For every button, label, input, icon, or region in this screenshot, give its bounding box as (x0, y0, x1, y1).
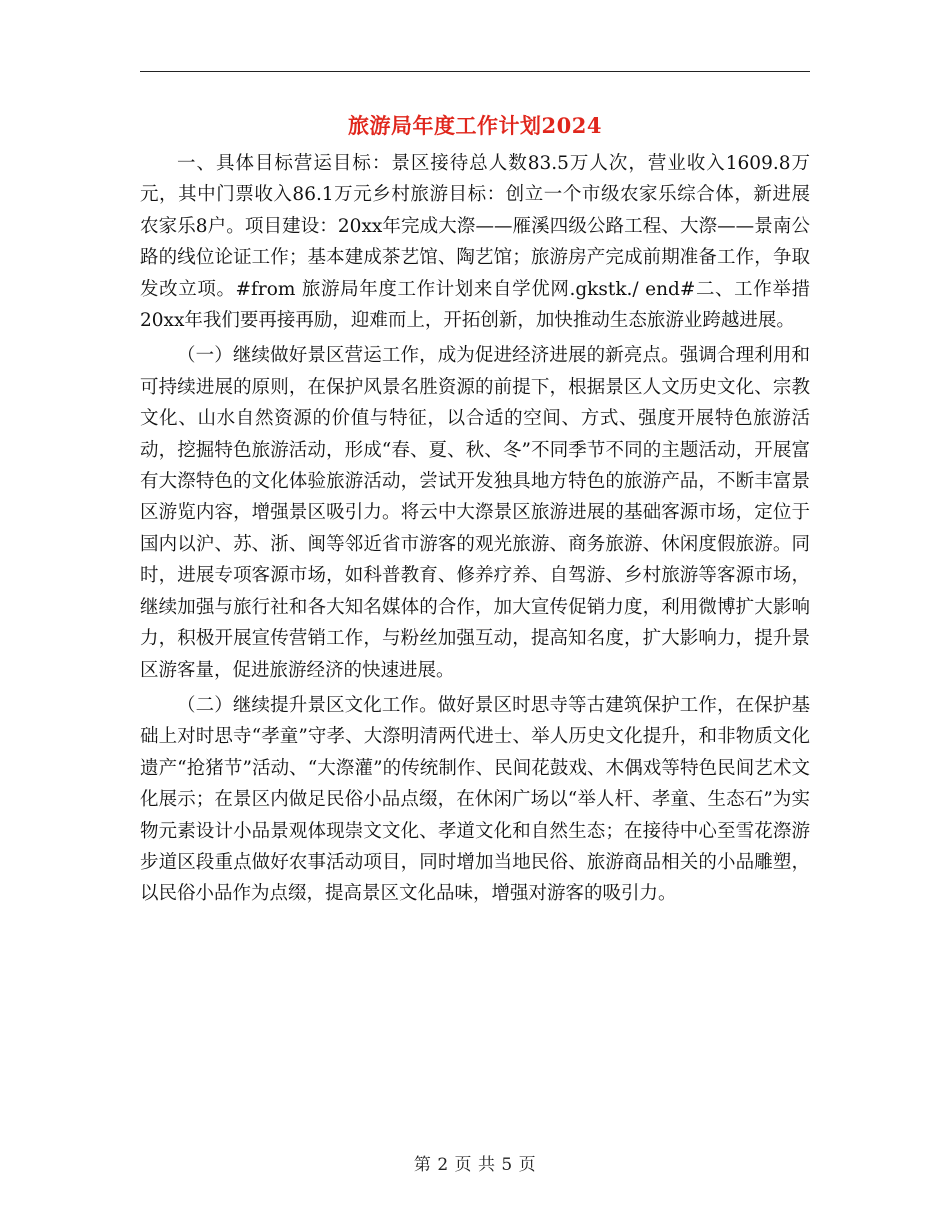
header-rule (140, 71, 810, 72)
document-title: 旅游局年度工作计划2024 (348, 113, 602, 138)
paragraph-culture: （二）继续提升景区文化工作。做好景区时思寺等古建筑保护工作，在保护基础上对时思寺“孝童”守孝、大漈明清两代进士、举人历史文化提升，和非物质文化遗产“抢猪节”活动、“大漈灌”的传统制作、民间花鼓戏、木偶戏等特色民间艺术文化展示；在景区内做足民俗小品点缀，在休闲广场以“举人杆、孝童、生态石”为实物元素设计小品景观体现崇文文化、孝道文化和自然生态；在接待中心至雪花漈游步道区段重点做好农事活动项目，同时增加当地民俗、旅游商品相关的小品雕塑，以民俗小品作为点缀，提高景区文化品味，增强对游客的吸引力。 (140, 694, 810, 905)
document-body (140, 148, 810, 914)
paragraph-operations: （一）继续做好景区营运工作，成为促进经济进展的新亮点。强调合理利用和可持续进展的原则，在保护风景名胜资源的前提下，根据景区人文历史文化、宗教文化、山水自然资源的价值与特征，以合适的空间、方式、强度开展特色旅游活动，挖掘特色旅游活动，形成“春、夏、秋、冬”不同季节不同的主题活动，开展富有大漈特色的文化体验旅游活动，尝试开发独具地方特色的旅游产品，不断丰富景区游览内容，增强景区吸引力。将云中大漈景区旅游进展的基础客源市场，定位于国内以沪、苏、浙、闽等邻近省市游客的观光旅游、商务旅游、休闲度假旅游。同时，进展专项客源市场，如科普教育、修养疗养、自驾游、乡村旅游等客源市场，继续加强与旅行社和各大知名媒体的合作，加大宣传促销力度，利用微博扩大影响力，积极开展宣传营销工作，与粉丝加强互动，提高知名度，扩大影响力，提升景区游客量，促进旅游经济的快速进展。 (140, 345, 810, 681)
paragraph-goals: 一、具体目标营运目标：景区接待总人数83.5万人次，营业收入1609.8万元，其中门票收入86.1万元乡村旅游目标：创立一个市级农家乐综合体，新进展农家乐8户。项目建设：20xx年完成大漈——雁溪四级公路工程、大漈——景南公路的线位论证工作；基本建成茶艺馆、陶艺馆；旅游房产完成前期准备工作，争取发改立项。#from 旅游局年度工作计划来自学优网.gkstk./ end#二、工作举措20xx年我们要再接再励，迎难而上，开拓创新，加快推动生态旅游业跨越进展。 (140, 153, 810, 332)
page-number: 第 2 页 共 5 页 (413, 1155, 537, 1175)
